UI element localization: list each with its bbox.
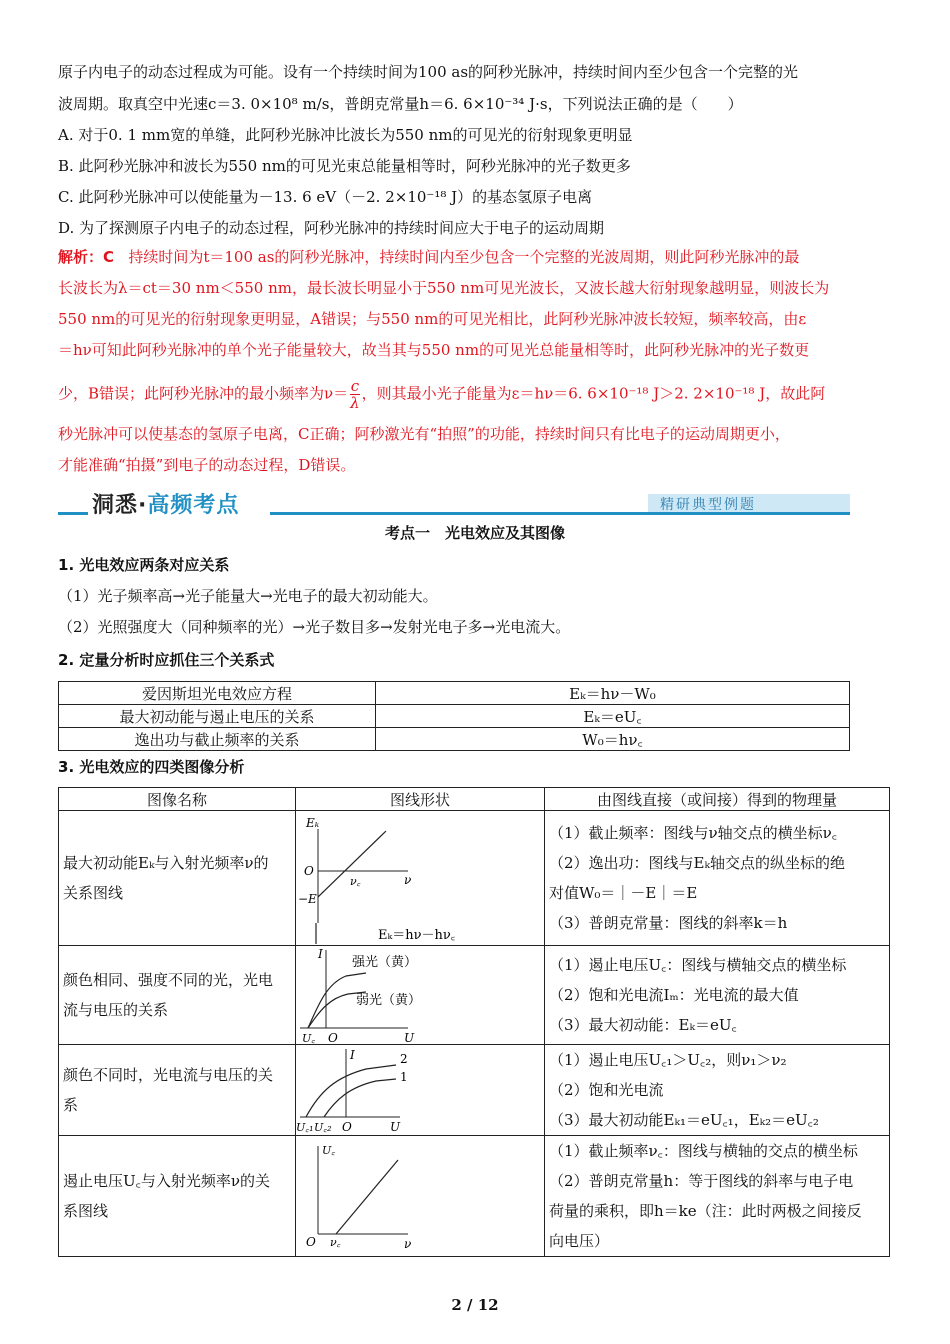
point: 荷量的乘积，即h＝ke（注：此时两极之间接反	[549, 1202, 862, 1220]
graph-name	[59, 1045, 296, 1136]
relation-name: 逸出功与截止频率的关系	[59, 728, 376, 751]
solution-line-3: 550 nm的可见光的衍射现象更明显，A错误；与550 nm的可见光相比，此阿秒光脉冲波长较短，频率较高，由ε	[58, 310, 807, 328]
solution-text-5b: ，则其最小光子能量为ε＝hν＝6. 6×10⁻¹⁸ J＞2. 2×10⁻¹⁸ J，故此阿	[361, 384, 826, 403]
stopping-voltage-label: U꜀	[302, 1032, 316, 1044]
table-row	[59, 705, 850, 728]
y-axis-label: U꜀	[322, 1144, 336, 1157]
point: （3）最大初动能：Eₖ＝eU꜀	[549, 1016, 737, 1034]
y-axis-label: I	[350, 1048, 355, 1062]
table-row	[59, 1045, 890, 1136]
graph-shape	[296, 811, 545, 946]
graph-name-text: 遏止电压U꜀与入射光频率ν的关系图线	[63, 1172, 270, 1220]
x-axis-label: U	[390, 1120, 401, 1133]
relation-formula: Eₖ＝eU꜀	[376, 705, 850, 728]
page-number: 2 / 12	[451, 1296, 499, 1314]
solution-line-2: 长波长为λ＝ct＝30 nm＜550 nm，最长波长明显小于550 nm可见光波长，又波长越大衍射现象越明显，则波长为	[58, 279, 830, 297]
current-vs-voltage-color-graph	[296, 1047, 536, 1133]
graph-quantities	[545, 1136, 890, 1257]
banner-title-a: 洞悉·	[92, 493, 148, 518]
stopping-voltage-2-label: U꜀₂	[314, 1121, 332, 1133]
point: （1）遏止电压U꜀₁＞U꜀₂，则ν₁＞ν₂	[549, 1051, 787, 1069]
banner-tag: 精研典型例题	[660, 497, 756, 513]
graph-shape	[296, 1136, 545, 1257]
graph-name-text: 最大初动能Eₖ与入射光频率ν的关系图线	[63, 854, 269, 902]
banner-title	[92, 488, 239, 519]
relation-formula: W₀＝hν꜀	[376, 728, 850, 751]
x-axis-label: ν	[404, 873, 412, 887]
origin-label: O	[328, 1031, 338, 1044]
relation-formula: Eₖ＝hν－W₀	[376, 682, 850, 705]
option-d: D. 为了探测原子内电子的动态过程，阿秒光脉冲的持续时间应大于电子的运动周期	[58, 219, 605, 237]
stopping-voltage-vs-frequency-graph	[296, 1140, 536, 1252]
option-b: B. 此阿秒光脉冲和波长为550 nm的可见光束总能量相等时，阿秒光脉冲的光子数更多	[58, 157, 631, 175]
point: （2）逸出功：图线与Eₖ轴交点的纵坐标的绝	[549, 854, 845, 872]
x-axis-label: U	[404, 1031, 415, 1044]
table-header-row	[59, 788, 890, 811]
heading-2-num: 2	[58, 651, 69, 669]
solution-line-6: 秒光脉冲可以使基态的氢原子电离，C正确；阿秒激光有“拍照”的功能，持续时间只有比电子的运动周期更小，	[58, 425, 790, 443]
heading-1-num: 1	[58, 556, 69, 574]
solution-line-1	[58, 247, 890, 267]
graph-quantities	[545, 1045, 890, 1136]
graph-name	[59, 946, 296, 1045]
section-title: 考点一 光电效应及其图像	[384, 524, 565, 542]
graph-caption: Eₖ＝hν－hν꜀	[378, 928, 456, 943]
origin-label: O	[342, 1120, 352, 1133]
point: （1）遏止电压U꜀：图线与横轴交点的横坐标	[549, 956, 847, 974]
table-row	[59, 811, 890, 946]
heading-3	[58, 757, 890, 777]
point: （2）普朗克常量h：等于图线的斜率与电子电	[549, 1172, 854, 1190]
point: （1）截止频率ν꜀：图线与横轴的交点的横坐标	[549, 1142, 858, 1160]
graph-quantities	[545, 811, 890, 946]
curve-1-label: 1	[400, 1070, 408, 1084]
fraction-c-over-lambda	[350, 378, 360, 411]
cutoff-label: ν꜀	[350, 875, 361, 888]
curve-2-label: 2	[400, 1052, 408, 1066]
curve-1	[324, 1079, 396, 1117]
stopping-voltage-1-label: U꜀₁	[296, 1121, 314, 1133]
heading-2-text: . 定量分析时应抓住三个关系式	[68, 651, 275, 669]
relation-name: 最大初动能与遏止电压的关系	[59, 705, 376, 728]
option-a: A. 对于0. 1 mm宽的单缝，此阿秒光脉冲比波长为550 nm的可见光的衍射现象更明显	[58, 126, 633, 144]
h1-item-2: （2）光照强度大（同种频率的光）→光子数目多→发射光电子多→光电流大。	[58, 618, 571, 636]
header-shape: 图线形状	[296, 788, 545, 811]
header-name: 图像名称	[59, 788, 296, 811]
h1-item-1: （1）光子频率高→光子能量大→光电子的最大初动能大。	[58, 587, 438, 605]
question-line-2: 波周期。取真空中光速c＝3. 0×10⁸ m/s，普朗克常量h＝6. 6×10⁻³⁴ J·s，下列说法正确的是（ ）	[58, 95, 743, 113]
heading-3-text: . 光电效应的四类图像分析	[68, 758, 245, 776]
relation-name: 爱因斯坦光电效应方程	[59, 682, 376, 705]
graph-quantities	[545, 946, 890, 1045]
origin-label: O	[306, 1235, 316, 1249]
weak-light-label: 弱光（黄）	[356, 993, 422, 1008]
point: 向电压）	[549, 1232, 610, 1250]
heading-3-num: 3	[58, 758, 69, 776]
table-row	[59, 946, 890, 1045]
uc-line	[336, 1160, 398, 1234]
graph-shape	[296, 946, 545, 1045]
table-row	[59, 728, 850, 751]
point: （2）饱和光电流	[549, 1081, 664, 1099]
current-vs-voltage-intensity-graph	[296, 946, 536, 1044]
banner-right-bar	[270, 512, 850, 515]
solution-line-4: ＝hν可知此阿秒光脉冲的单个光子能量较大，故当其与550 nm的可见光总能量相等时，此阿秒光脉冲的光子数更	[58, 341, 810, 359]
question-line-1: 原子内电子的动态过程成为可能。设有一个持续时间为100 as的阿秒光脉冲，持续时间内至少包含一个完整的光	[58, 63, 799, 81]
point: （3）最大初动能Eₖ₁＝eU꜀₁，Eₖ₂＝eU꜀₂	[549, 1111, 819, 1129]
point: 对值W₀＝｜－E｜＝E	[549, 884, 698, 902]
point: （2）饱和光电流Iₘ：光电流的最大值	[549, 986, 799, 1004]
graph-name	[59, 811, 296, 946]
header-quantities: 由图线直接（或间接）得到的物理量	[545, 788, 890, 811]
heading-1	[58, 555, 890, 575]
banner-left-bar	[58, 512, 88, 515]
table-row	[59, 1136, 890, 1257]
heading-2	[58, 650, 890, 670]
cutoff-label: ν꜀	[330, 1236, 341, 1249]
graph-analysis-table	[58, 787, 890, 1257]
ek-vs-frequency-graph	[296, 811, 536, 945]
section-banner	[58, 488, 850, 520]
solution-line-5	[58, 378, 890, 411]
option-c: C. 此阿秒光脉冲可以使能量为－13. 6 eV（－2. 2×10⁻¹⁸ J）的基态氢原子电离	[58, 188, 593, 206]
graph-name-text: 颜色不同时，光电流与电压的关系	[63, 1066, 274, 1114]
heading-1-text: . 光电效应两条对应关系	[68, 556, 230, 574]
origin-label: O	[304, 864, 314, 878]
strong-light-label: 强光（黄）	[352, 955, 418, 970]
y-axis-label: Eₖ	[306, 816, 320, 830]
point: （1）截止频率：图线与ν轴交点的横坐标ν꜀	[549, 824, 837, 842]
solution-text-1: 持续时间为t＝100 as的阿秒光脉冲，持续时间内至少包含一个完整的光波周期，则此阿秒光脉冲的最	[128, 248, 800, 266]
solution-text-5a: 少，B错误；此阿秒光脉冲的最小频率为ν＝	[58, 384, 349, 403]
solution-line-7: 才能准确“拍摄”到电子的动态过程，D错误。	[58, 456, 356, 474]
relations-table	[58, 681, 850, 751]
graph-shape	[296, 1045, 545, 1136]
point: （3）普朗克常量：图线的斜率k＝h	[549, 914, 788, 932]
table-row	[59, 682, 850, 705]
graph-name-text: 颜色相同、强度不同的光，光电流与电压的关系	[63, 971, 274, 1019]
fraction-numerator: c	[350, 377, 360, 395]
solution-label: 解析：C	[58, 248, 115, 266]
graph-name	[59, 1136, 296, 1257]
fraction-denominator: λ	[350, 394, 360, 412]
banner-title-b: 高频考点	[147, 493, 240, 518]
x-axis-label: ν	[404, 1237, 412, 1251]
y-axis-label: I	[318, 947, 323, 961]
intercept-label: −E	[298, 892, 317, 906]
